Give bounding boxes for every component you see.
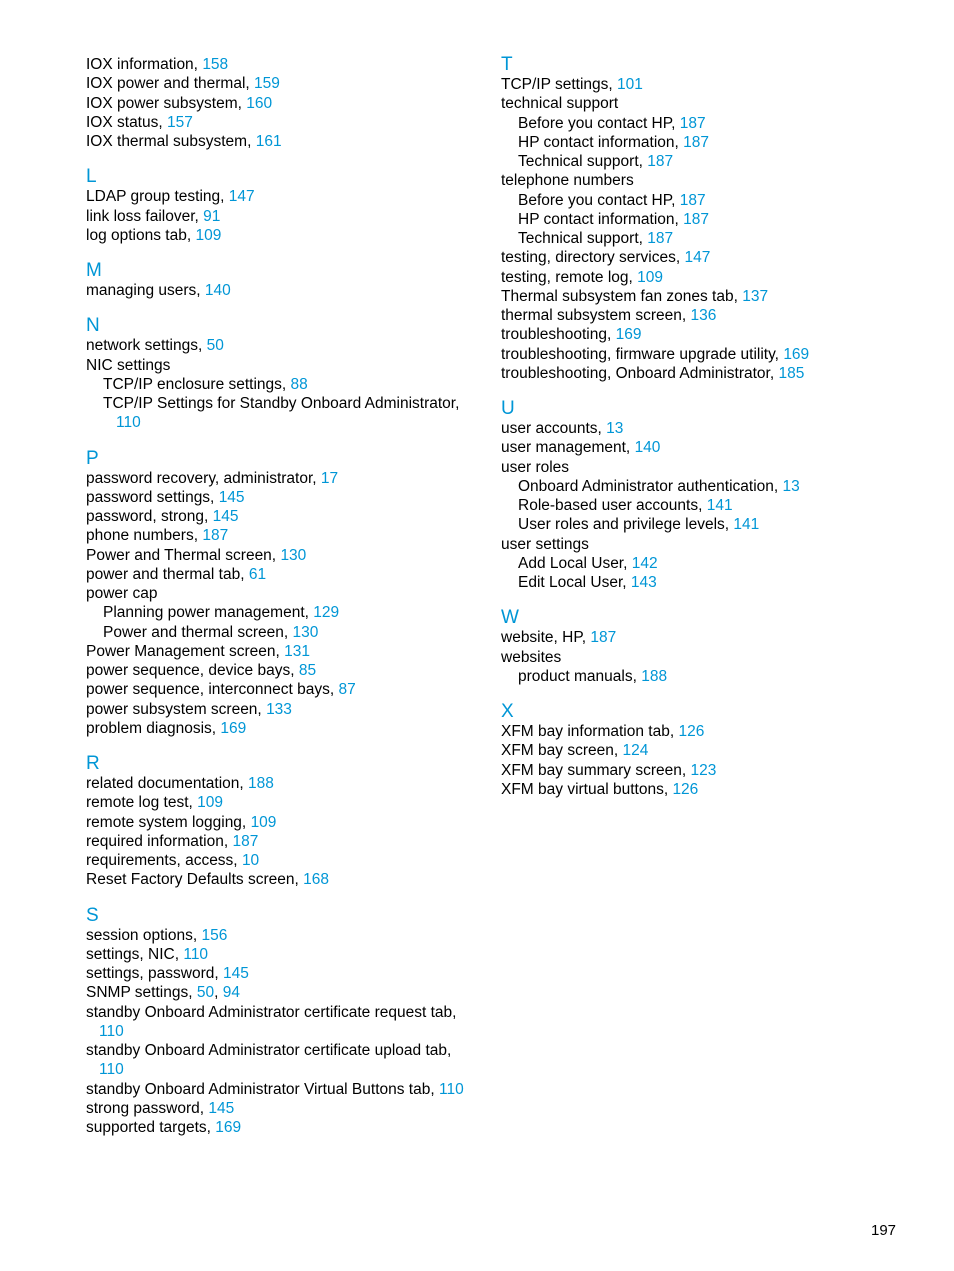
index-entry: Power Management screen, 131 xyxy=(86,642,311,660)
page-link[interactable]: 124 xyxy=(622,742,649,760)
index-entry: XFM bay information tab, 126 xyxy=(501,723,705,740)
section-letter: T xyxy=(501,54,513,75)
page-link[interactable]: 133 xyxy=(266,700,292,718)
page-link[interactable]: 145 xyxy=(218,488,245,506)
index-entry: Thermal subsystem fan zones tab, 137 xyxy=(501,287,769,305)
page-link[interactable]: 142 xyxy=(631,554,658,572)
index-entry: user settings xyxy=(501,535,589,553)
page-link[interactable]: 50 xyxy=(206,337,224,355)
index-section-x xyxy=(501,702,901,799)
index-entry-continuation xyxy=(86,1022,486,1041)
page-link[interactable]: 145 xyxy=(223,965,249,982)
section-letter: W xyxy=(501,607,519,629)
page-link[interactable]: 159 xyxy=(254,75,280,93)
index-entry: password settings, 145 xyxy=(86,488,245,506)
page-link[interactable]: 187 xyxy=(679,114,706,132)
page-link[interactable]: 169 xyxy=(783,345,810,363)
page-link[interactable]: 147 xyxy=(684,249,711,267)
page-link[interactable]: 110 xyxy=(438,1080,464,1098)
section-letter: S xyxy=(86,904,99,926)
page-link[interactable]: 91 xyxy=(203,207,221,225)
section-letter: U xyxy=(501,398,515,419)
page-link[interactable]: 110 xyxy=(183,945,209,963)
index-subentry: HP contact information, 187 xyxy=(518,133,710,151)
index-entry-continuation xyxy=(86,1060,486,1079)
index-entry: IOX power and thermal, 159 xyxy=(86,75,280,93)
page-link[interactable]: 188 xyxy=(248,775,274,792)
section-letter: X xyxy=(501,701,514,722)
page-link[interactable]: 110 xyxy=(99,1022,124,1040)
index-column-left xyxy=(86,55,486,1153)
page-link[interactable]: 136 xyxy=(690,307,717,324)
index-entry: IOX thermal subsystem, 161 xyxy=(86,133,282,150)
page-link[interactable]: 187 xyxy=(647,230,674,247)
index-subentry: Technical support, 187 xyxy=(518,230,674,247)
index-subentry: Add Local User, 142 xyxy=(518,554,658,572)
page-link[interactable]: 85 xyxy=(298,662,317,679)
index-entry: troubleshooting, Onboard Administrator, 185 xyxy=(501,364,805,382)
index-subentry-continuation xyxy=(86,413,486,432)
page-link[interactable]: 187 xyxy=(232,832,259,850)
page-link[interactable]: 129 xyxy=(313,604,340,622)
section-letter: N xyxy=(86,315,100,337)
page-link[interactable]: 187 xyxy=(590,629,617,647)
page-link[interactable]: 157 xyxy=(166,113,193,131)
index-subentry: TCP/IP enclosure settings, 88 xyxy=(103,375,308,393)
index-entry: XFM bay summary screen, 123 xyxy=(501,761,717,779)
index-entry: user roles xyxy=(501,458,570,476)
index-section-w xyxy=(501,608,901,686)
index-entry: technical support xyxy=(501,95,619,113)
index-section-p xyxy=(86,449,486,739)
index-section-m xyxy=(86,261,486,300)
page-link[interactable]: 141 xyxy=(706,497,733,514)
section-letter: R xyxy=(86,753,100,774)
index-entry: settings, password, 145 xyxy=(86,965,249,982)
page-link[interactable]: 109 xyxy=(195,226,222,244)
page-link[interactable]: 169 xyxy=(215,1119,242,1136)
page-link[interactable]: 94 xyxy=(222,984,240,1002)
index-entry: network settings, 50 xyxy=(86,337,224,355)
page-link[interactable]: 110 xyxy=(99,1061,124,1079)
index-entry: user accounts, 13 xyxy=(501,420,624,437)
index-section-r xyxy=(86,754,486,890)
page-link[interactable]: 110 xyxy=(116,414,141,432)
index-entry: required information, 187 xyxy=(86,832,259,850)
index-section-s xyxy=(86,906,486,1138)
index-entry: managing users, 140 xyxy=(86,282,231,299)
page-link[interactable]: 145 xyxy=(212,508,239,525)
index-entry: log options tab, 109 xyxy=(86,226,222,244)
index-entry: testing, directory services, 147 xyxy=(501,249,711,267)
page-link[interactable]: 109 xyxy=(250,813,277,831)
index-entry: LDAP group testing, 147 xyxy=(86,188,255,206)
index-section-l xyxy=(86,167,486,245)
page-link[interactable]: 126 xyxy=(678,723,705,740)
page-link[interactable]: 131 xyxy=(284,642,311,660)
index-entry: IOX information, 158 xyxy=(86,56,229,73)
index-entry: power subsystem screen, 133 xyxy=(86,700,292,718)
index-entry: strong password, 145 xyxy=(86,1099,235,1117)
index-entry: supported targets, 169 xyxy=(86,1119,242,1136)
page-link[interactable]: 140 xyxy=(204,282,231,299)
index-entry: NIC settings xyxy=(86,356,171,374)
index-entry: website, HP, 187 xyxy=(501,629,617,647)
index-entry: password recovery, administrator, 17 xyxy=(86,469,339,487)
page-link[interactable]: 156 xyxy=(201,926,228,944)
index-entry: standby Onboard Administrator Virtual Buttons tab, 110 xyxy=(86,1080,464,1098)
index-section-t xyxy=(501,55,901,383)
index-entry: websites xyxy=(501,648,562,666)
section-letter: L xyxy=(86,166,97,188)
page-link[interactable]: 17 xyxy=(320,469,339,487)
index-entry: remote system logging, 109 xyxy=(86,813,277,831)
index-subentry: Onboard Administrator authentication, 13 xyxy=(518,477,800,495)
page-link[interactable]: 140 xyxy=(634,439,661,457)
index-entry: TCP/IP settings, 101 xyxy=(501,76,643,93)
page-link[interactable]: 187 xyxy=(647,153,674,170)
index-section-n xyxy=(86,316,486,432)
index-entry: power sequence, device bays, 85 xyxy=(86,662,317,679)
page-link[interactable]: 145 xyxy=(208,1099,235,1117)
index-subentry: Planning power management, 129 xyxy=(103,604,340,622)
index-section-i-continued xyxy=(86,55,486,151)
page-link[interactable]: 169 xyxy=(615,326,642,344)
page-link[interactable]: 187 xyxy=(683,133,710,151)
page-link[interactable]: 87 xyxy=(338,681,356,699)
index-entry: related documentation, 188 xyxy=(86,775,274,792)
page-link[interactable]: 109 xyxy=(197,794,224,812)
index-entry: IOX status, 157 xyxy=(86,113,193,131)
page-link[interactable]: 160 xyxy=(246,94,273,112)
index-entry: troubleshooting, firmware upgrade utility, 169 xyxy=(501,345,810,363)
page-link[interactable]: 126 xyxy=(672,780,699,798)
page-link[interactable]: 161 xyxy=(255,133,282,150)
page-link[interactable]: 88 xyxy=(290,375,308,393)
page-link[interactable]: 187 xyxy=(679,191,706,209)
index-entry: power cap xyxy=(86,585,158,602)
index-section-u xyxy=(501,399,901,592)
index-subentry: TCP/IP Settings for Standby Onboard Administrator, xyxy=(103,395,460,412)
page-link[interactable]: 168 xyxy=(303,871,329,889)
index-entry: Reset Factory Defaults screen, 168 xyxy=(86,871,329,889)
index-entry: session options, 156 xyxy=(86,926,228,944)
section-letter: M xyxy=(86,260,102,281)
index-entry: power sequence, interconnect bays, 87 xyxy=(86,681,356,699)
page-link[interactable]: 143 xyxy=(630,574,657,591)
index-subentry: Role-based user accounts, 141 xyxy=(518,497,733,514)
index-entry: phone numbers, 187 xyxy=(86,527,229,545)
page-link[interactable]: 101 xyxy=(617,76,643,93)
index-subentry: Before you contact HP, 187 xyxy=(518,114,706,132)
index-column-right xyxy=(501,55,901,815)
index-entry: SNMP settings, 50, 94 xyxy=(86,984,240,1002)
index-subentry: User roles and privilege levels, 141 xyxy=(518,516,760,534)
page-link[interactable]: 147 xyxy=(228,188,255,206)
index-entry: telephone numbers xyxy=(501,172,634,190)
page-link[interactable]: 185 xyxy=(778,364,805,382)
index-entry: XFM bay screen, 124 xyxy=(501,742,649,760)
page-link[interactable]: 130 xyxy=(280,546,307,564)
index-entry: standby Onboard Administrator certificate request tab, xyxy=(86,1003,457,1021)
page-link[interactable]: 50 xyxy=(196,984,215,1002)
index-subentry: Before you contact HP, 187 xyxy=(518,191,706,209)
index-entry: power and thermal tab, 61 xyxy=(86,565,267,583)
index-entry: password, strong, 145 xyxy=(86,508,239,525)
page-link[interactable]: 61 xyxy=(248,565,267,583)
index-entry: XFM bay virtual buttons, 126 xyxy=(501,780,699,798)
page-link[interactable]: 187 xyxy=(683,210,710,228)
index-subentry: Edit Local User, 143 xyxy=(518,574,657,591)
page-link[interactable]: 13 xyxy=(606,420,624,437)
index-entry: requirements, access, 10 xyxy=(86,852,260,869)
index-entry: problem diagnosis, 169 xyxy=(86,719,247,737)
index-entry: testing, remote log, 109 xyxy=(501,268,664,286)
page-link[interactable]: 187 xyxy=(202,527,229,545)
page-link[interactable]: 10 xyxy=(241,852,260,869)
index-subentry: Power and thermal screen, 130 xyxy=(103,623,319,641)
page-link[interactable]: 188 xyxy=(641,667,668,685)
page-link[interactable]: 141 xyxy=(733,516,760,534)
page-number: 197 xyxy=(871,1222,897,1239)
index-entry: troubleshooting, 169 xyxy=(501,326,642,344)
index-entry: link loss failover, 91 xyxy=(86,207,221,225)
section-letter: P xyxy=(86,447,99,469)
page-link[interactable]: 169 xyxy=(220,719,247,737)
page-link[interactable]: 109 xyxy=(637,268,664,286)
index-entry: remote log test, 109 xyxy=(86,794,224,812)
index-subentry: product manuals, 188 xyxy=(518,667,668,685)
page-link[interactable]: 130 xyxy=(292,623,319,641)
page-link[interactable]: 158 xyxy=(202,56,229,73)
index-entry: settings, NIC, 110 xyxy=(86,945,209,963)
index-subentry: Technical support, 187 xyxy=(518,153,674,170)
index-entry: standby Onboard Administrator certificate upload tab, xyxy=(86,1042,452,1059)
page-link[interactable]: 13 xyxy=(782,477,800,495)
page-link[interactable]: 137 xyxy=(742,287,769,305)
page-link[interactable]: 123 xyxy=(690,761,717,779)
index-entry: user management, 140 xyxy=(501,439,661,457)
index-entry: Power and Thermal screen, 130 xyxy=(86,546,307,564)
index-entry: IOX power subsystem, 160 xyxy=(86,94,273,112)
index-subentry: HP contact information, 187 xyxy=(518,210,710,228)
index-entry: thermal subsystem screen, 136 xyxy=(501,307,717,324)
